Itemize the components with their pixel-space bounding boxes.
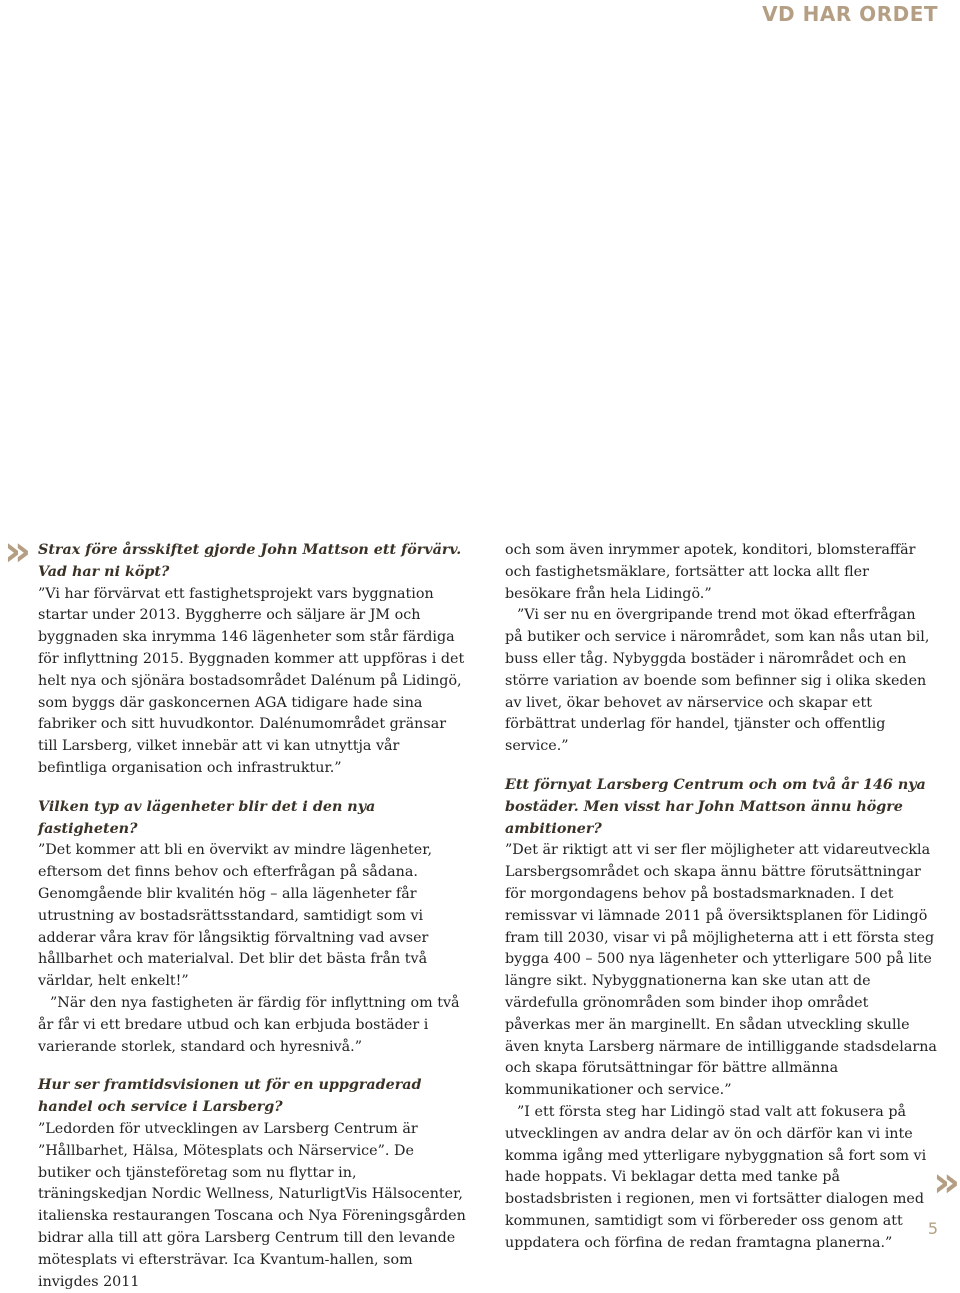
question-future-vision: Hur ser framtidsvisionen ut för en uppgraderad handel och service i Larsberg? <box>38 1077 422 1116</box>
section-title: VD HAR ORDET <box>762 2 938 26</box>
question-acquisition: Strax före årsskiftet gjorde John Mattson ett förvärv. Vad har ni köpt? <box>38 542 462 580</box>
answer-future-vision-trend: ”Vi ser nu en övergripande trend mot ökad efterfrågan på butiker och service i närområdet, som kan nås utan bil, buss eller tåg. Nybyggda bostäder i närområdet och en större variation av boende som befinner sig i olika skeden av livet, ökar behovet av närservice och skapar ett förbättrat underlag för handel, tjänster och offentlig service.” <box>505 607 930 755</box>
answer-ambitions: ”Det är riktigt att vi ser fler möjligheter att vidareutveckla Larsbergsområdet och skapa ännu bättre förutsättningar för morgondagens behov på bostadsmarknaden. I det remissvar vi lämnade 2011 på översiktsplanen för Lidingö fram till 2030, visar vi på möjligheterna att i ett första steg bygga 400 – 500 nya lägenheter och ytterligare 500 på lite längre sikt. Nybyggnationerna kan ske utan att de värdefulla grönområden som binder ihop området påverkas mer än marginellt. En sådan utveckling skulle även knyta Larsberg närmare de intilliggande stadsdelarna och skapa förutsättningar för bättre allmänna kommunikationer och service.” <box>505 842 937 1099</box>
answer-acquisition: ”Vi har förvärvat ett fastighetsprojekt vars byggnation startar under 2013. Byggherre och säljare är JM och byggnaden ska inrymma 146 lägenheter som står färdiga för inflyttning 2015. Byggnaden kommer att uppföras i det helt nya och sjönära bostadsområdet Dalénum på Lidingö, som byggs där gaskoncernen AGA tidigare hade sina fabriker och sitt huvudkontor. Dalénumområdet gränsar till Larsberg, vilket innebär att vi kan utnyttja vår befintliga organisation och infrastruktur.” <box>38 585 465 776</box>
question-ambitions: Ett förnyat Larsberg Centrum och om två år 146 nya bostäder. Men visst har John Mattson ännu högre ambitioner? <box>505 776 926 837</box>
answer-apartment-types-cont: ”När den nya fastigheten är färdig för inflyttning om två år får vi ett bredare utbud och kan erbjuda bostäder i varierande storlek, standard och hyresnivå.” <box>38 994 460 1055</box>
question-apartment-types: Vilken typ av lägenheter blir det i den nya fastigheten? <box>38 798 376 837</box>
close-quote-icon: » <box>933 1157 960 1206</box>
left-column <box>38 540 470 1293</box>
answer-future-vision: ”Ledorden för utvecklingen av Larsberg Centrum är ”Hållbarhet, Hälsa, Mötesplats och Närservice”. De butiker och tjänsteföretag som nu flyttar in, träningskedjan Nordic Wellness, NaturligtVis Hälsocenter, italienska restaurangen Toscana och Nya Föreningsgården bidrar alla till att göra Larsberg Centrum till den levande mötesplats vi eftersträvar. Ica Kvantum-hallen, som invigdes 2011 <box>38 1120 466 1290</box>
open-quote-icon: » <box>4 526 32 575</box>
answer-ambitions-cont: ”I ett första steg har Lidingö stad valt att fokusera på utvecklingen av andra delar av ön och därför kan vi inte komma igång med ytterligare nybyggnation så fort som vi hade hoppats. Vi beklagar detta med tanke på bostadsbristen i regionen, men vi fortsätter dialogen med kommunen, samtidigt som vi förbereder oss genom att uppdatera och förfina de redan framtagna planerna.” <box>505 1103 927 1251</box>
answer-apartment-types: ”Det kommer att bli en övervikt av mindre lägenheter, eftersom det finns behov och efterfrågan på sådana. Genomgående blir kvalitén hög – alla lägenheter får utrustning av bostadsrättsstandard, samtidigt som vi adderar våra krav för långsiktig förvaltning vad avser hållbarhet och materialval. Det blir det bästa från två världar, helt enkelt!” <box>38 842 433 990</box>
answer-future-vision-cont: och som även inrymmer apotek, konditori, blomsteraffär och fastighetsmäklare, fortsätter att locka allt fler besökare från hela Lidingö.” <box>505 542 916 602</box>
page-number: 5 <box>927 1219 938 1238</box>
right-column <box>505 540 937 1255</box>
